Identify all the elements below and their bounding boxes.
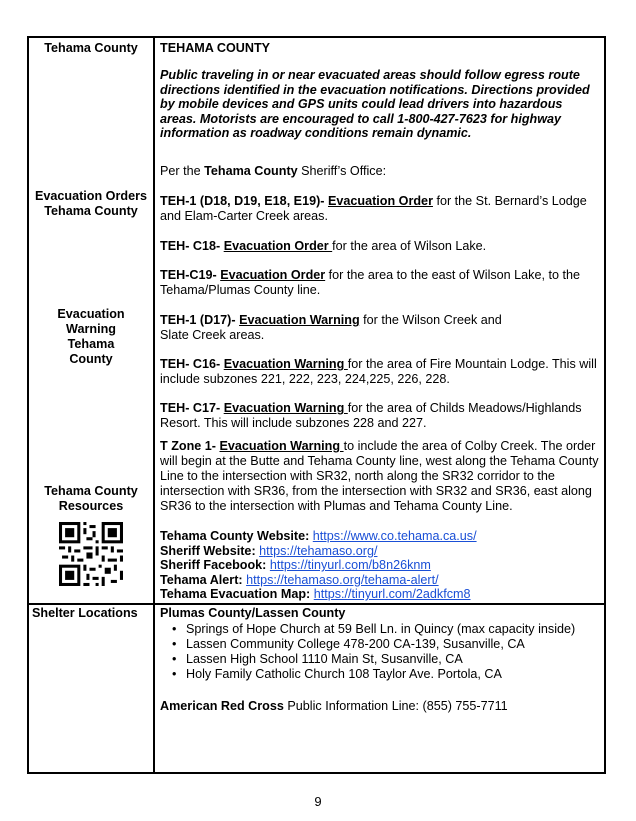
traffic-notice: Public traveling in or near evacuated areas should follow egress route directions identified in the evacuation notifications. Directions provided by mobile devices and GPS units could lead drivers into hazardous areas. Motorists are encouraged to call 1-800-427-7623 for highway information as roadway conditions remain dynamic. bbox=[160, 68, 590, 140]
resource-sheriff-facebook: Sheriff Facebook: https://tinyurl.com/b8n26knm bbox=[160, 558, 431, 572]
label-shelter-locations: Shelter Locations bbox=[32, 606, 138, 620]
zone-t-zone-1: T Zone 1- Evacuation Warning to include the area of Colby Creek. The order will begin at the Butte and Tehama County line, west along the Tehama County Line to the intersection with SR32, north along the SR32 corridor to the intersection with SR36, from the intersection with SR32 and SR36, east along SR36 to the intersection with Plumas and Tehama County Line. bbox=[160, 439, 599, 513]
zone-teh-c19: TEH-C19- Evacuation Order for the area to the east of Wilson Lake, to the Tehama/Plumas County line. bbox=[160, 268, 580, 297]
zone-teh-c18: TEH- C18- Evacuation Order for the area of Wilson Lake. bbox=[160, 239, 487, 253]
resource-sheriff-website: Sheriff Website: https://tehamaso.org/ bbox=[160, 543, 378, 558]
column-divider bbox=[153, 38, 155, 772]
resource-tehama-alert: Tehama Alert: https://tehamaso.org/tehama-alert/ bbox=[160, 572, 439, 587]
zone-teh-1-d17: TEH-1 (D17)- Evacuation Warning for the Wilson Creek and Slate Creek areas. bbox=[160, 313, 502, 342]
evacuation-map-link[interactable]: https://tinyurl.com/2adkfcm8 bbox=[313, 587, 471, 601]
resources-list bbox=[160, 529, 600, 602]
tehama-alert-link[interactable]: https://tehamaso.org/tehama-alert/ bbox=[246, 572, 439, 587]
label-resources: Tehama County Resources bbox=[44, 484, 138, 513]
sheriff-facebook-link[interactable]: https://tinyurl.com/b8n26knm bbox=[269, 558, 431, 572]
list-item: • Springs of Hope Church at 59 Bell Ln. in Quincy (max capacity inside) bbox=[172, 622, 592, 637]
shelter-list bbox=[172, 622, 592, 682]
per-sheriff-line: Per the Tehama County Sheriff’s Office: bbox=[160, 164, 387, 178]
list-item: • Lassen Community College 478-200 CA-139, Susanville, CA bbox=[172, 637, 592, 652]
row-divider bbox=[29, 603, 604, 605]
qr-code-icon bbox=[59, 522, 123, 586]
resource-evacuation-map: Tehama Evacuation Map: https://tinyurl.com/2adkfcm8 bbox=[160, 587, 471, 601]
red-cross-line: American Red Cross Public Information Line: (855) 755-7711 bbox=[160, 699, 508, 713]
resource-county-website: Tehama County Website: https://www.co.tehama.ca.us/ bbox=[160, 529, 477, 543]
shelter-heading: Plumas County/Lassen County bbox=[160, 606, 346, 620]
list-item: • Holy Family Catholic Church 108 Taylor Ave. Portola, CA bbox=[172, 667, 592, 682]
page-number: 9 bbox=[314, 794, 322, 809]
zone-teh-1-d18: TEH-1 (D18, D19, E18, E19)- Evacuation Order for the St. Bernard’s Lodge and Elam-Carter Creek areas. bbox=[160, 194, 587, 223]
county-website-link[interactable]: https://www.co.tehama.ca.us/ bbox=[312, 529, 477, 543]
label-evacuation-warning: Evacuation Warning Tehama County bbox=[57, 307, 125, 366]
info-table bbox=[27, 36, 606, 774]
label-tehama-county: Tehama County bbox=[44, 41, 138, 55]
label-evacuation-orders: Evacuation Orders Tehama County bbox=[35, 189, 147, 218]
sheriff-website-link[interactable]: https://tehamaso.org/ bbox=[259, 543, 378, 558]
county-title: TEHAMA COUNTY bbox=[160, 41, 271, 55]
zone-teh-c17: TEH- C17- Evacuation Warning for the area of Childs Meadows/Highlands Resort. This will include subzones 228 and 227. bbox=[160, 401, 582, 430]
zone-teh-c16: TEH- C16- Evacuation Warning for the area of Fire Mountain Lodge. This will include subzones 221, 222, 223, 224,225, 226, 228. bbox=[160, 357, 597, 386]
list-item: • Lassen High School 1110 Main St, Susanville, CA bbox=[172, 652, 592, 667]
